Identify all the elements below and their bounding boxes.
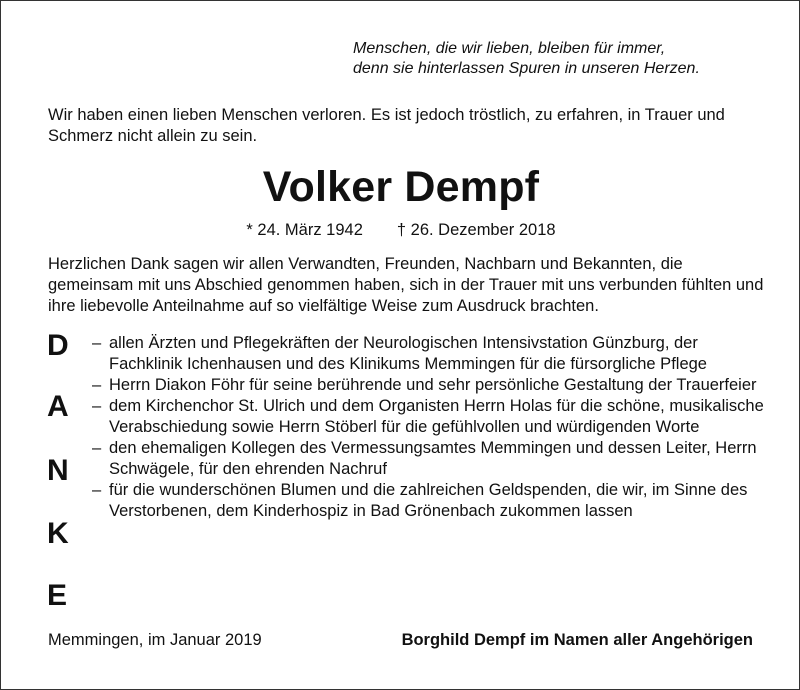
list-item [92,333,772,375]
list-item [92,375,772,396]
signature: Borghild Dempf im Namen aller Angehörigen [401,631,753,649]
list-item [92,480,772,522]
intro-text: Wir haben einen lieben Menschen verloren. Es ist jedoch tröstlich, zu erfahren, in Trauer und Schmerz nicht allein zu sein. [48,106,725,145]
list-item-text: für die wunderschönen Blumen und die zahlreichen Geldspenden, die wir, im Sinne des Verstorbenen, dem Kinderhospiz in Bad Grönenbach zukommen lassen [109,481,748,520]
death-date: † 26. Dezember 2018 [396,221,556,239]
danke-letter: E [47,579,68,612]
quote [353,39,783,79]
quote-line-1: Menschen, die wir lieben, bleiben für immer, [353,40,666,57]
list-item-text: allen Ärzten und Pflegekräften der Neurologischen Intensivstation Günzburg, der Fachklinik Ichenhausen und des Klinikums Memmingen für die fürsorgliche Pflege [109,334,707,373]
deceased-name: Volker Dempf [262,163,540,211]
list-dash: – [92,439,102,457]
quote-line-2: denn sie hinterlassen Spuren in unseren Herzen. [353,60,700,77]
life-dates [1,219,800,241]
thanks-text: Herzlichen Dank sagen wir allen Verwandten, Freunden, Nachbarn und Bekannten, die gemeinsam mit uns Abschied genommen haben, sich in der Trauer mit uns verbunden fühlten und ihre liebevolle Anteilnahme auf so vielfältige Weise zum Ausdruck brachten. [48,255,764,315]
list-dash: – [92,481,102,499]
list-dash: – [92,334,102,352]
list-item-text: Herrn Diakon Föhr für seine berührende und sehr persönliche Gestaltung der Trauerfeier [109,376,757,394]
danke-letter: K [47,517,69,550]
list-item [92,438,772,480]
list-item-text: dem Kirchenchor St. Ulrich und dem Organisten Herrn Holas für die schöne, musikalische Verabschiedung sowie Herrn Stöberl für die gefühlvollen und würdigenden Worte [109,397,764,436]
thanks-list [92,333,772,522]
danke-letter: A [47,390,69,423]
list-dash: – [92,397,102,415]
list-item [92,396,772,438]
birth-date: * 24. März 1942 [246,221,363,239]
danke-letter: N [47,454,69,487]
danke-letter: D [47,329,69,362]
list-item-text: den ehemaligen Kollegen des Vermessungsamtes Memmingen und dessen Leiter, Herrn Schwägele, für den ehrenden Nachruf [109,439,757,478]
list-dash: – [92,376,102,394]
place-date: Memmingen, im Januar 2019 [48,631,262,649]
